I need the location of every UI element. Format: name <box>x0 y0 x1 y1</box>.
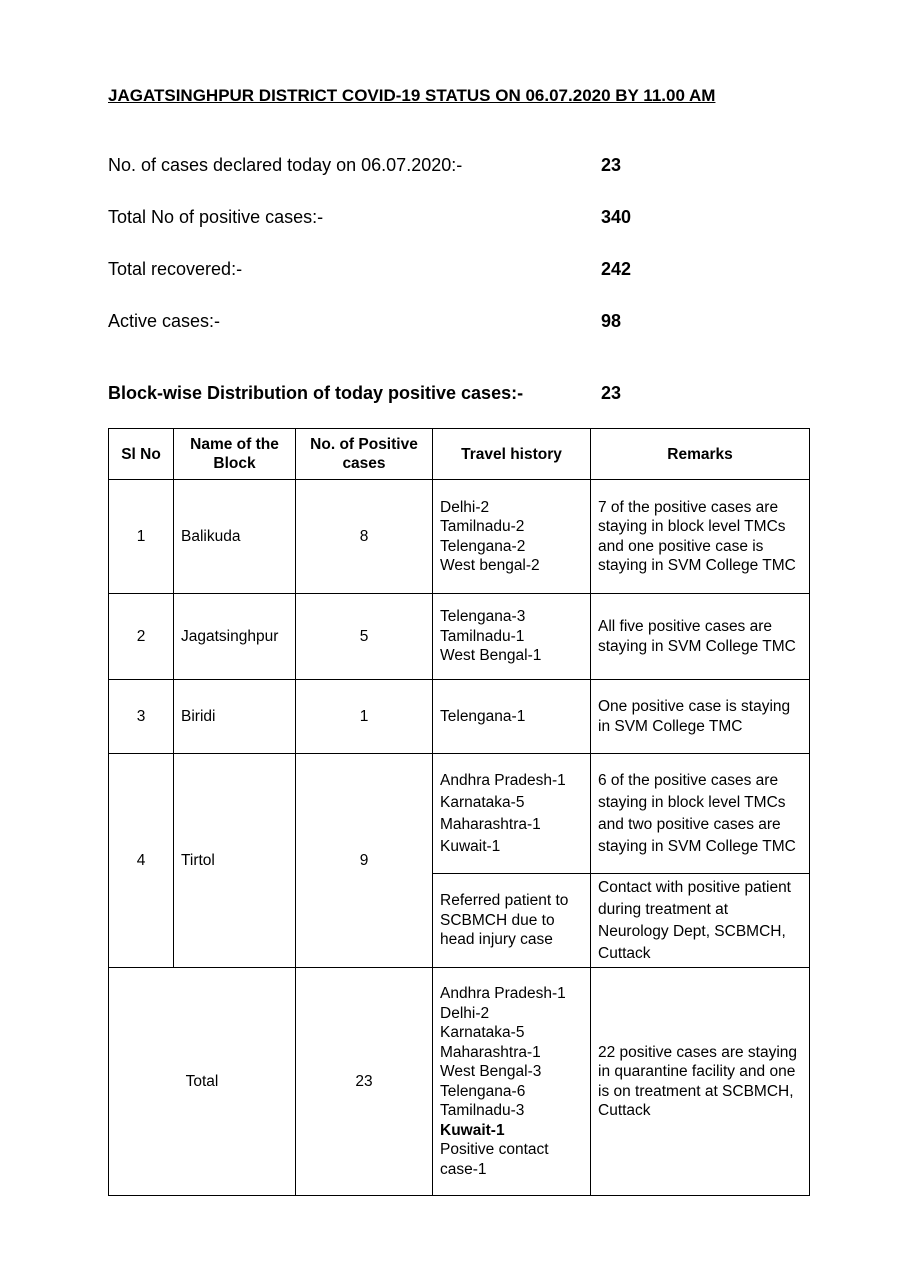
travel-line: Maharashtra-1 <box>440 1043 541 1061</box>
travel-line: Kuwait-1 <box>440 1121 505 1139</box>
header-remarks: Remarks <box>591 429 810 480</box>
stat-value-declared-today: 23 <box>601 155 622 175</box>
table-total-row <box>109 968 810 1196</box>
table-row <box>109 680 810 754</box>
cell-block: Tirtol <box>174 754 296 968</box>
travel-line: Karnataka-5 <box>440 793 525 811</box>
cell-travel: Referred patient to SCBMCH due to head injury case <box>433 874 591 968</box>
cell-remarks: One positive case is staying in SVM College TMC <box>591 680 810 754</box>
distribution-value: 23 <box>601 383 622 403</box>
stat-label-total-recovered: Total recovered:- <box>108 259 243 279</box>
header-sl-no: Sl No <box>109 429 174 480</box>
cell-remarks: 6 of the positive cases are staying in block level TMCs and two positive cases are staying in SVM College TMC <box>591 754 810 874</box>
header-block-name: Name of the Block <box>174 429 296 480</box>
travel-line: Maharashtra-1 <box>440 815 541 833</box>
travel-line: Telengana-1 <box>440 707 526 725</box>
stat-label-total-positive: Total No of positive cases:- <box>108 207 324 227</box>
block-distribution-table <box>108 428 810 1196</box>
travel-line: West bengal-2 <box>440 557 540 574</box>
table-row <box>109 480 810 594</box>
cell-total-travel <box>433 968 591 1196</box>
cell-total-remarks: 22 positive cases are staying in quarantine facility and one is on treatment at SCBMCH, Cuttack <box>591 968 810 1196</box>
page-title: JAGATSINGHPUR DISTRICT COVID-19 STATUS ON 06.07.2020 BY 11.00 AM <box>108 86 716 105</box>
cell-count: 1 <box>296 680 433 754</box>
cell-block: Biridi <box>174 680 296 754</box>
cell-remarks: All five positive cases are staying in SVM College TMC <box>591 594 810 680</box>
cell-count: 5 <box>296 594 433 680</box>
cell-sl: 4 <box>109 754 174 968</box>
travel-line: West Bengal-3 <box>440 1063 542 1080</box>
travel-line: Telengana-6 <box>440 1082 526 1100</box>
stat-label-active-cases: Active cases:- <box>108 311 221 331</box>
travel-line: Andhra Pradesh-1 <box>440 985 566 1002</box>
cell-travel <box>433 594 591 680</box>
cell-total-count: 23 <box>296 968 433 1196</box>
cell-total-label: Total <box>109 968 296 1196</box>
header-travel-history: Travel history <box>433 429 591 480</box>
stat-label-declared-today: No. of cases declared today on 06.07.2020:- <box>108 155 463 175</box>
travel-line: Tamilnadu-1 <box>440 627 525 645</box>
cell-remarks: 7 of the positive cases are staying in block level TMCs and one positive case is staying in SVM College TMC <box>591 480 810 594</box>
cell-remarks: Contact with positive patient during treatment at Neurology Dept, SCBMCH, Cuttack <box>591 874 810 968</box>
travel-line: Karnataka-5 <box>440 1024 525 1041</box>
cell-sl: 1 <box>109 480 174 594</box>
table-row <box>109 594 810 680</box>
travel-line: Delhi-2 <box>440 498 490 516</box>
cell-travel <box>433 680 591 754</box>
stat-value-total-positive: 340 <box>601 207 632 227</box>
travel-line: Kuwait-1 <box>440 837 501 855</box>
table-header-row <box>109 429 810 480</box>
cell-block: Jagatsinghpur <box>174 594 296 680</box>
travel-line: Delhi-2 <box>440 1004 490 1022</box>
travel-line: Andhra Pradesh-1 <box>440 771 566 789</box>
stat-value-total-recovered: 242 <box>601 259 632 279</box>
distribution-label: Block-wise Distribution of today positive cases:- <box>108 383 524 403</box>
cell-block: Balikuda <box>174 480 296 594</box>
travel-line: Tamilnadu-3 <box>440 1102 525 1119</box>
travel-line: Positive contact case-1 <box>440 1141 549 1178</box>
table-row <box>109 754 810 874</box>
cell-sl: 2 <box>109 594 174 680</box>
cell-travel <box>433 480 591 594</box>
header-positive-count: No. of Positive cases <box>296 429 433 480</box>
travel-line: West Bengal-1 <box>440 647 542 665</box>
cell-travel <box>433 754 591 874</box>
travel-line: Telengana-2 <box>440 537 526 555</box>
cell-count: 8 <box>296 480 433 594</box>
stat-value-active-cases: 98 <box>601 311 622 331</box>
cell-sl: 3 <box>109 680 174 754</box>
travel-line: Tamilnadu-2 <box>440 518 525 535</box>
cell-count: 9 <box>296 754 433 968</box>
travel-line: Telengana-3 <box>440 608 526 626</box>
